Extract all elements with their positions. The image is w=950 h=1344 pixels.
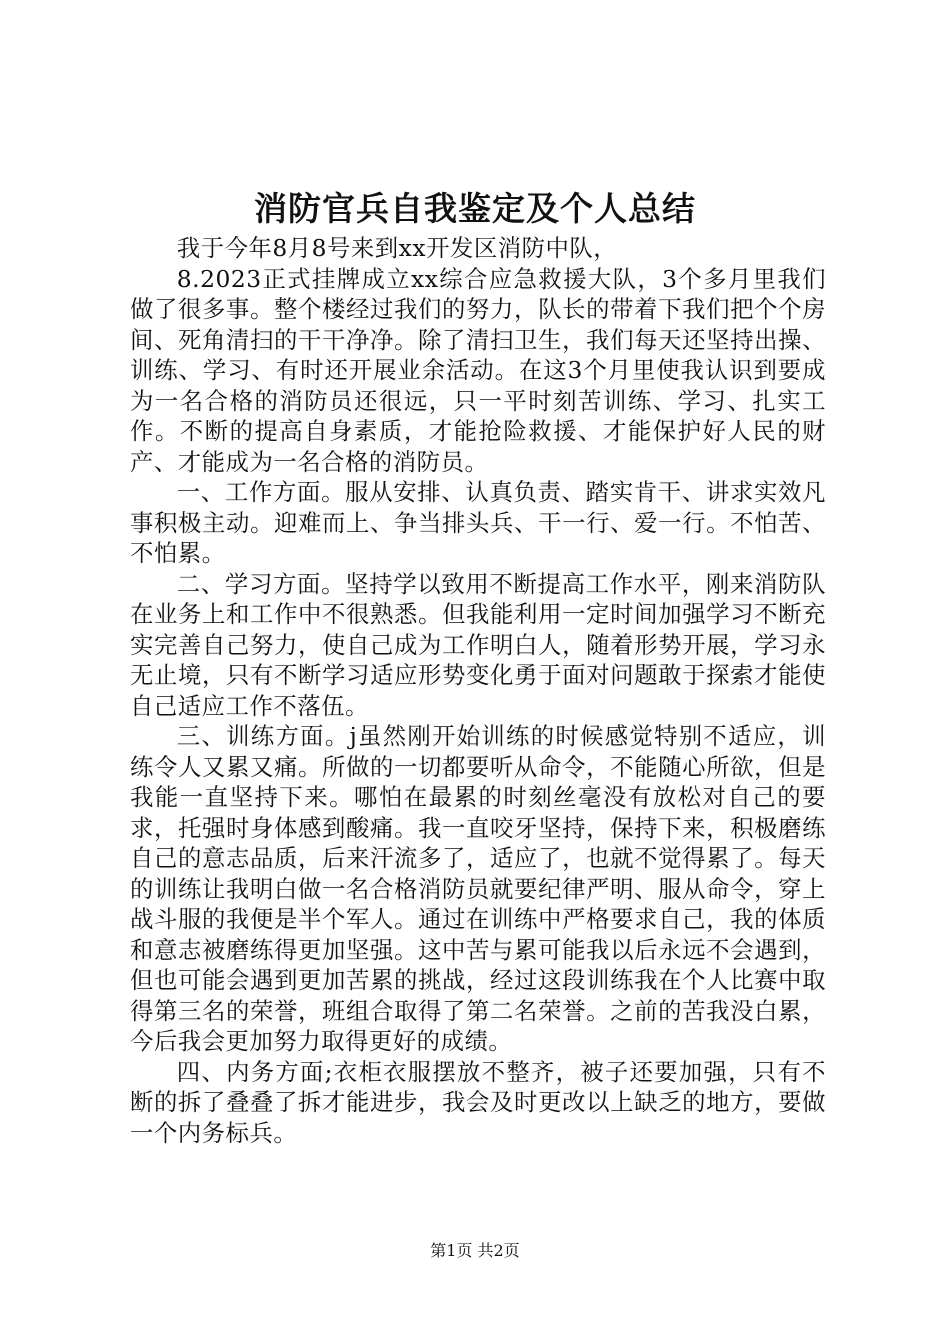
paragraph-training: 三、训练方面。j虽然刚开始训练的时候感觉特别不适应，训练令人又累又痛。所做的一切都要听从命令，不能随心所欲，但是我能一直坚持下来。哪怕在最累的时刻丝毫没有放松对自己的要求，托强时身体感到酸痛。我一直咬牙坚持，保持下来，积极磨练自己的意志品质，后来汗流多了，适应了，也就不觉得累了。每天的训练让我明白做一名合格消防员就要纪律严明、服从命令，穿上战斗服的我便是半个军人。通过在训练中严格要求自己，我的体质和意志被磨练得更加坚强。这中苦与累可能我以后永远不会遇到，但也可能会遇到更加苦累的挑战，经过这段训练我在个人比赛中取得第三名的荣誉，班组合取得了第二名荣誉。之前的苦我没白累，今后我会更加努力取得更好的成绩。: [130, 722, 826, 1055]
paragraph-housekeeping: 四、内务方面;衣柜衣服摆放不整齐，被子还要加强，只有不断的拆了叠叠了拆才能进步，我会及时更改以上缺乏的地方，要做一个内务标兵。: [130, 1057, 826, 1147]
paragraph-intro: 我于今年8月8号来到xx开发区消防中队，: [176, 234, 618, 262]
page-number-footer: 第1页 共2页: [430, 1241, 520, 1260]
paragraph-overview: 8.2023正式挂牌成立xx综合应急救援大队，3个多月里我们做了很多事。整个楼经过我们的努力，队长的带着下我们把个个房间、死角清扫的干干净净。除了清扫卫生，我们每天还坚持出操、训练、学习、有时还开展业余活动。在这3个月里使我认识到要成为一名合格的消防员还很远，只一平时刻苦训练、学习、扎实工作。不断的提高自身素质，才能抢险救援、才能保护好人民的财产、才能成为一名合格的消防员。: [130, 264, 826, 476]
document-body: [130, 233, 826, 1148]
document-title: 消防官兵自我鉴定及个人总结: [254, 189, 696, 228]
paragraph-work: 一、工作方面。服从安排、认真负责、踏实肯干、讲求实效凡事积极主动。迎难而上、争当排头兵、干一行、爱一行。不怕苦、不怕累。: [130, 478, 826, 567]
paragraph-study: 二、学习方面。坚持学以致用不断提高工作水平，刚来消防队在业务上和工作中不很熟悉。但我能利用一定时间加强学习不断充实完善自己努力，使自己成为工作明白人，随着形势开展，学习永无止境，只有不断学习适应形势变化勇于面对问题敢于探索才能使自己适应工作不落伍。: [130, 569, 826, 720]
